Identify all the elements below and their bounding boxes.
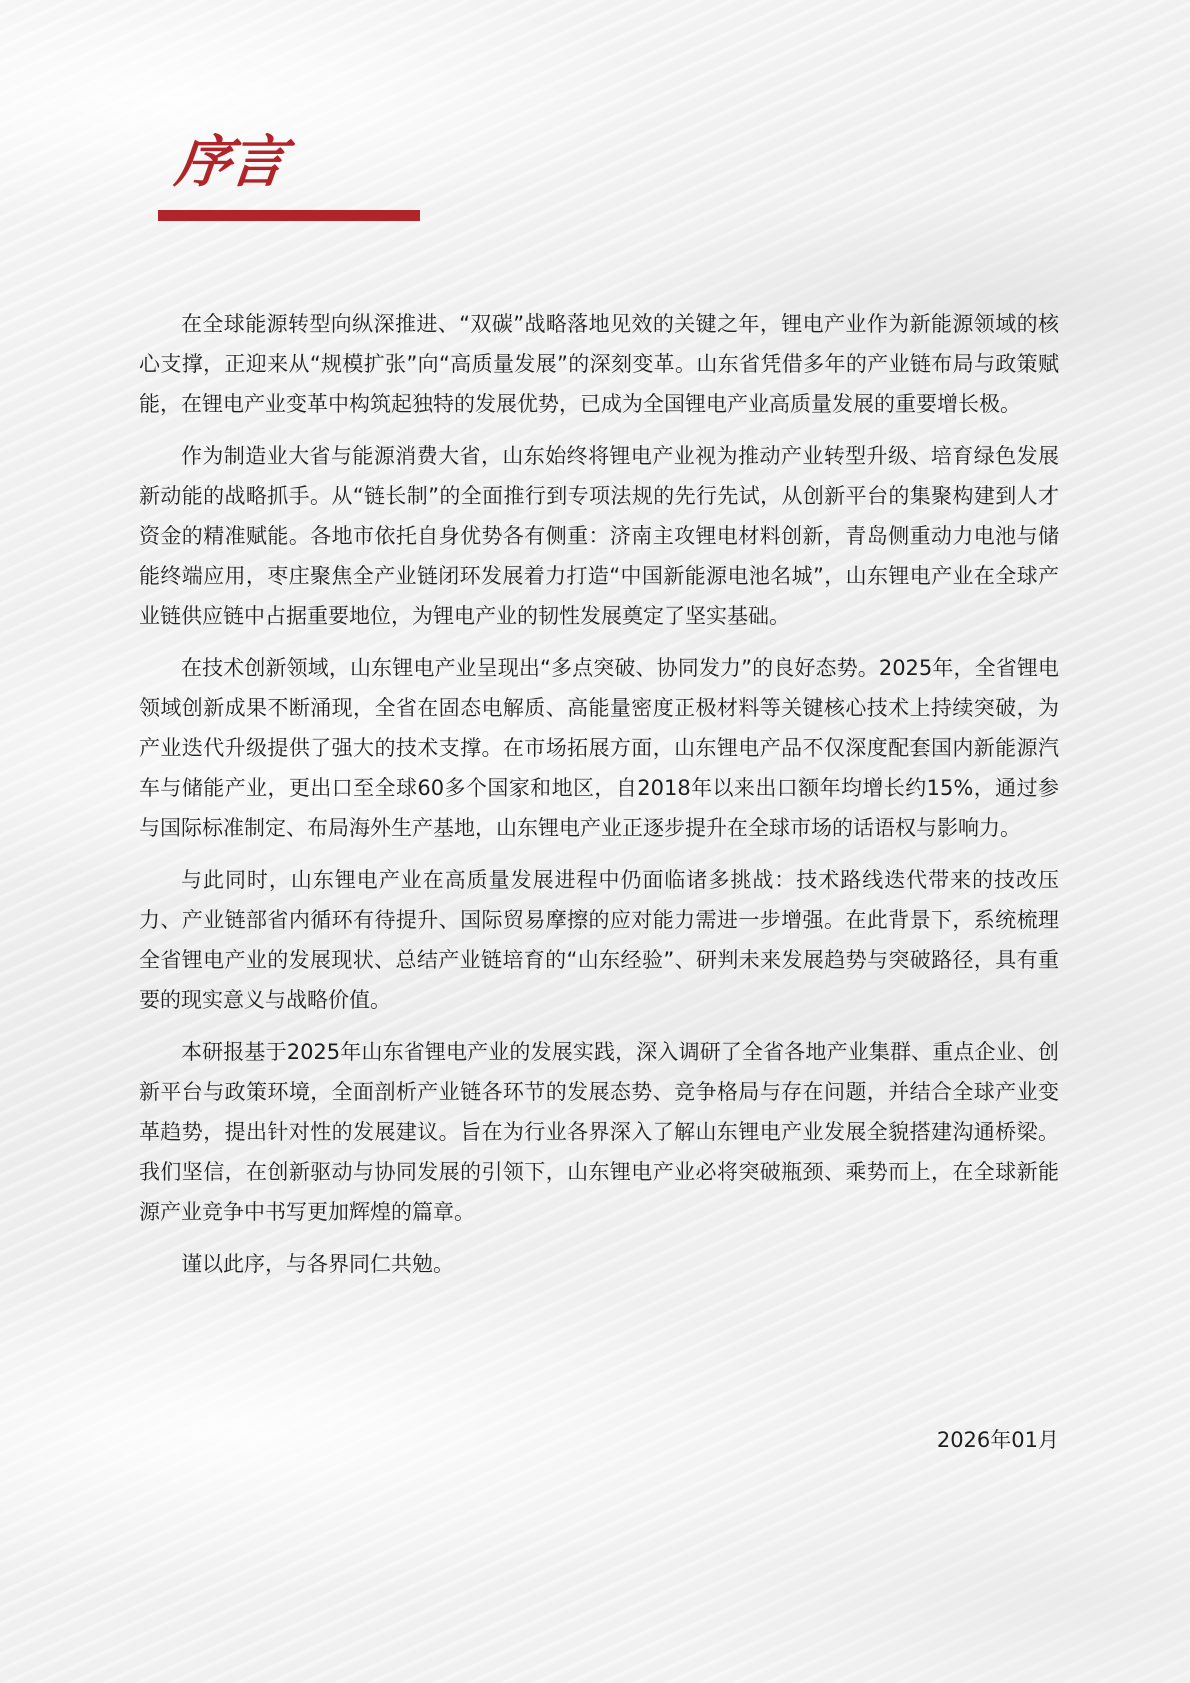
preface-body xyxy=(139,304,1059,1296)
paragraph-2: 作为制造业大省与能源消费大省，山东始终将锂电产业视为推动产业转型升级、培育绿色发展新动能的战略抓手。从“链长制”的全面推行到专项法规的先行先试，从创新平台的集聚构建到人才资金的精准赋能。各地市依托自身优势各有侧重：济南主攻锂电材料创新，青岛侧重动力电池与储能终端应用，枣庄聚焦全产业链闭环发展着力打造“中国新能源电池名城”，山东锂电产业在全球产业链供应链中占据重要地位，为锂电产业的韧性发展奠定了坚实基础。 xyxy=(139,444,1059,628)
paragraph-3: 在技术创新领域，山东锂电产业呈现出“多点突破、协同发力”的良好态势。2025年，全省锂电领域创新成果不断涌现，全省在固态电解质、高能量密度正极材料等关键核心技术上持续突破，为产业迭代升级提供了强大的技术支撑。在市场拓展方面，山东锂电产品不仅深度配套国内新能源汽车与储能产业，更出口至全球60多个国家和地区，自2018年以来出口额年均增长约15%，通过参与国际标准制定、布局海外生产基地，山东锂电产业正逐步提升在全球市场的话语权与影响力。 xyxy=(139,656,1059,840)
signature-date: 2026年01月 xyxy=(936,1428,1059,1452)
title-underline-bar xyxy=(158,210,420,221)
page-title: 序言 xyxy=(172,130,287,195)
paragraph-5: 本研报基于2025年山东省锂电产业的发展实践，深入调研了全省各地产业集群、重点企业、创新平台与政策环境，全面剖析产业链各环节的发展态势、竞争格局与存在问题，并结合全球产业变革趋势，提出针对性的发展建议。旨在为行业各界深入了解山东锂电产业发展全貌搭建沟通桥梁。我们坚信，在创新驱动与协同发展的引领下，山东锂电产业必将突破瓶颈、乘势而上，在全球新能源产业竞争中书写更加辉煌的篇章。 xyxy=(139,1040,1059,1224)
closing-line: 谨以此序，与各界同仁共勉。 xyxy=(181,1252,454,1276)
preface-heading xyxy=(158,130,428,221)
paragraph-1: 在全球能源转型向纵深推进、“双碳”战略落地见效的关键之年，锂电产业作为新能源领域的核心支撑，正迎来从“规模扩张”向“高质量发展”的深刻变革。山东省凭借多年的产业链布局与政策赋能，在锂电产业变革中构筑起独特的发展优势，已成为全国锂电产业高质量发展的重要增长极。 xyxy=(139,312,1059,416)
paragraph-4: 与此同时，山东锂电产业在高质量发展进程中仍面临诸多挑战：技术路线迭代带来的技改压力、产业链部省内循环有待提升、国际贸易摩擦的应对能力需进一步增强。在此背景下，系统梳理全省锂电产业的发展现状、总结产业链培育的“山东经验”、研判未来发展趋势与突破路径，具有重要的现实意义与战略价值。 xyxy=(139,868,1059,1012)
